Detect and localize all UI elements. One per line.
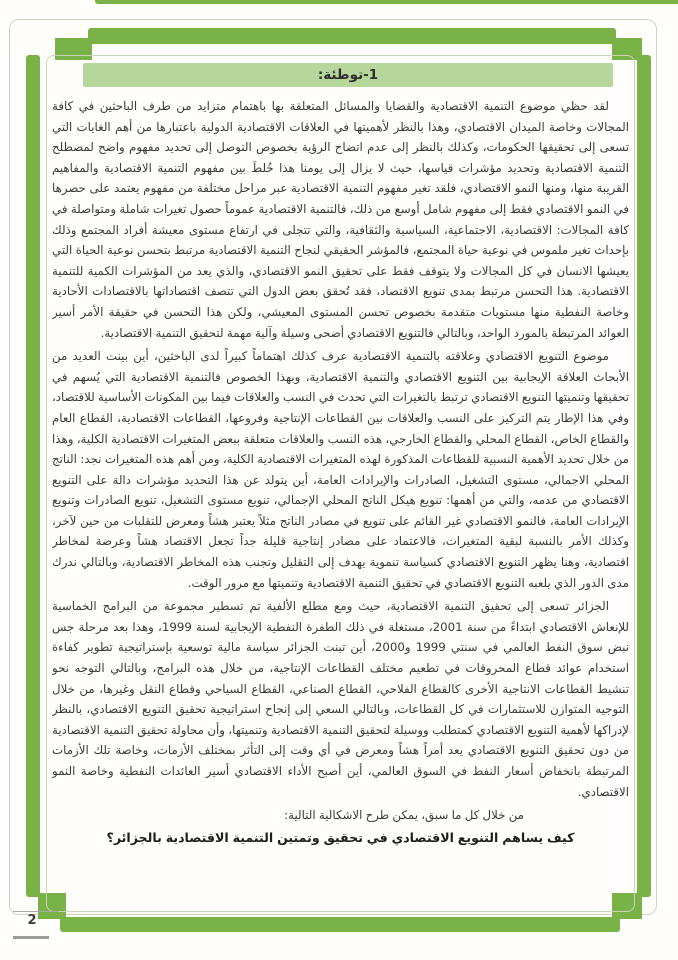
frame-right-bar [637,55,651,897]
section-header-bar [83,63,613,87]
page-number: 2 [27,913,37,928]
frame-top-bar [88,28,616,44]
paragraph-1: لقد حظي موضوع التنمية الاقتصادية والقضايا والمسائل المتعلقة بها باهتمام متزايد من طرف الباحثين في كافة المجالات وخاصة الميدان الاقتصادي، وهذا بالنظر لأهميتها في العلاقات الاقتصادية الدولية باعتبارها من أهم الغايات التي تسعى إلى تحقيقها الحكومات، وكذلك بالنظر إلى عدم اتضاح الرؤية بخصوص التوصل إلى تحديد مفهوم واضح لمصطلح التنمية الاقتصادية وتحديد مؤشرات قياسها، حيث لا يزال إلى يومنا هذا خُلطَ بين مفهوم التنمية الاقتصادية والمفاهيم القريبة منها، ومنها النمو الاقتصادي، فلقد تغير مفهوم التنمية الاقتصادية عبر مراحل مختلفة من مفهوم يعتمد على حصرها في النمو الاقتصادي فقط إلى مفهوم شامل أوسع من ذلك، فالتنمية الاقتصادية عموماً حصول تغيرات شاملة ومتواصلة في كافة المجالات: الاقتصادية، الاجتماعية، السياسية والثقافية، والتي تتجلى في ارتفاع مستوى معيشة أفراد المجتمع وذلك بإحداث تغير ملموس في نوعية حياة المجتمع، فالمؤشر الحقيقي لنجاح التنمية الاقتصادية مرتبط بتحسن نوعية الحياة التي يعيشها الانسان في كل المجالات ولا يتوقف فقط على تحقيق النمو الاقتصادي، والذي يعد من المؤشرات الكمية للتنمية الاقتصادية. هذا التحسن مرتبط بمدى تنويع الاقتصاد، فقد تُحقق بعض الدول التي تتصف اقتصاداتها بالاقتصادات الأحادية وخاصة النفطية منها مستويات متقدمة بخصوص تحسن المستوى المعيشي، ولكن هذا التحسن في حقيقة الأمر أسير العوائد المرتبطة بالمورد الواحد، وبالتالي فالتنويع الاقتصادي أضحى وسيلة وآلية مهمة لتحقيق التنمية الاقتصادية. [52,99,629,340]
section-title: 1-توطئة: [317,67,379,83]
problem-statement-lead-in: من خلال كل ما سبق، يمكن طرح الاشكالية التالية: [284,808,524,823]
body-text [52,96,629,848]
paragraph-3: الجزائر تسعى إلى تحقيق التنمية الاقتصادية، حيث ومع مطلع الألفية تم تسطير مجموعة من البرامج الخماسية للإنعاش الاقتصادي ابتداءً من سنة 2001، مستغلة في ذلك الطفرة النفطية الإيجابية لسنة 1999، وهذا بعد مرحلة جس نبض سوق النفط العالمي في سنتي 1999 و2000، أين تبنت الجزائر سياسة مالية توسعية بإستراتيجية تطوير كفاءة استخدام عوائد قطاع المحروقات في تطعيم مختلف القطاعات الإنتاجية، من خلال هذه البرامج، وبالتالي التوجه نحو تنشيط القطاعات الانتاجية الأخرى كالقطاع الفلاحي، القطاع الصناعي، القطاع السياحي وقطاع النقل وغيرها، من خلال التوجيه المتوازن للاستثمارات في كل القطاعات، وبالتالي السعي إلى إنجاح استراتيجية تحقيق التنويع الاقتصادي، بالنظر لإدراكها لأهمية التنويع الاقتصادي كمتطلب ووسيلة لتحقيق التنمية الاقتصادية وتنميتها، وأن محاولة تحقيق التنمية الاقتصادية من دون تحقيق التنويع الاقتصادي يعد أمراً هشاً ومعرض في أي وقت إلى التأثر بمختلف الأزمات، وخاصة تلك الأزمات المرتبطة بانخفاض أسعار النفط في السوق العالمي، أين أصبح الأداء الاقتصادي أسير العائدات النفطية وخاصة النمو الاقتصادي. [52,599,629,799]
frame-bottom-bar [60,917,620,932]
page-content [52,63,629,910]
frame-back-top-strip [95,0,678,4]
research-question: كيف يساهم التنويع الاقتصادي في تحقيق وتمتين التنمية الاقتصادية بالجزائر؟ [106,829,575,845]
frame-left-bar [26,55,40,897]
footer-rule-bottom [13,936,49,939]
paragraph-2: موضوع التنويع الاقتصادي وعلاقته بالتنمية الاقتصادية عرف كذلك اهتماماً كبيراً لدى الباحثين، أين بينت العديد من الأبحاث العلاقة الإيجابية بين التنويع الاقتصادي والتنمية الاقتصادية، وبهذا الخصوص فالتنمية الاقتصادية التي يُسهم في تحقيقها وتنميتها التنويع الاقتصادي ترتبط بالتغيرات التي تحدث في النسب والعلاقات فيما بين المكونات الأساسية للاقتصاد، وفي هذا الإطار يتم التركيز على النسب والعلاقات بين القطاعات الإنتاجية وفروعها، القطاعات الاقتصادية، القطاع العام والقطاع الخاص، القطاع المحلي والقطاع الخارجي، هذه النسب والعلاقات متعلقة ببعض المتغيرات الاقتصادية الكلية، وهذا من خلال تحديد الأهمية النسبية للقطاعات المذكورة لهذه المتغيرات الاقتصادية الكلية، ومن أهم هذه المتغيرات نجد: الناتج المحلي الاجمالي، مستوى التشغيل، الصادرات والإيرادات العامة، أين يتولد عن هذا التحديد مؤشرات دالة على التنويع الاقتصادي من عدمه، والتي من أهمها: تنويع هيكل الناتج المحلي الإجمالي، تنويع مستوى التشغيل، تنويع الصادرات وتنويع الإيرادات العامة، فالنمو الاقتصادي غير القائم على تنويع في مصادر الناتج مثلاً يعتبر هشاً ومعرض للتقلبات من حين لآخر، وكذلك الأمر بالنسبة لبقية المتغيرات، فالاعتماد على مصادر إنتاجية قليلة جداً تجعل الاقتصاد هشاً وعرضة لمخاطر اقتصادية، وهنا يظهر التنويع الاقتصادي كسياسة تنموية يهدف إلى التقليل وتجنب هذه المخاطر الاقتصادية، وبالتالي ندرك مدى الدور الذي يلعبه التنويع الاقتصادي في تحقيق التنمية الاقتصادية وتنميتها مع مرور الوقت. [52,349,629,590]
footer-rule-top [13,911,59,912]
